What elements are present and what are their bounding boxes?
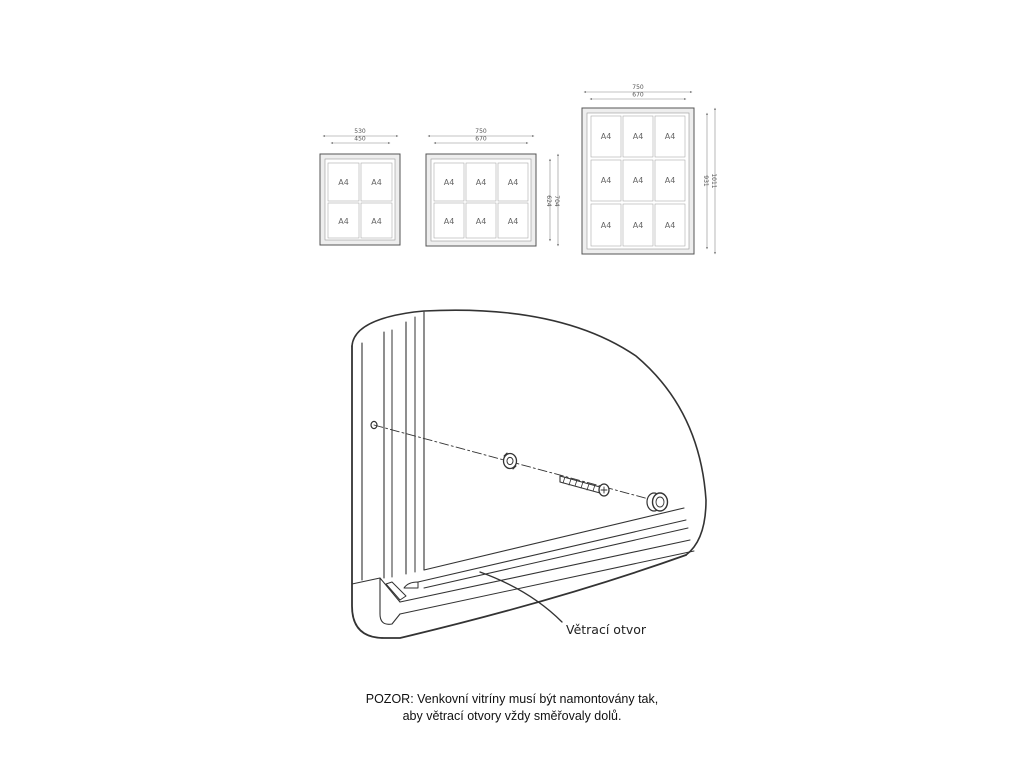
inner-height-label: 931 xyxy=(702,175,709,187)
frame-outline xyxy=(352,346,686,638)
a4-label: A4 xyxy=(507,178,519,187)
showcase-3x2 xyxy=(426,128,560,246)
width-dimension xyxy=(428,128,534,143)
outer-width-label: 750 xyxy=(475,128,487,135)
frame-profile-line xyxy=(424,508,684,570)
screw-icon xyxy=(560,476,609,496)
a4-label: A4 xyxy=(507,217,519,226)
height-dimension xyxy=(545,154,560,246)
warning-note-line-1: POZOR: Venkovní vitríny musí být namontovány tak, xyxy=(365,692,659,706)
a4-label: A4 xyxy=(600,221,612,230)
corner-detail-view xyxy=(352,310,706,638)
a4-label: A4 xyxy=(371,217,382,226)
frame-profile-line xyxy=(400,540,690,602)
outer-height-label: 1011 xyxy=(710,173,717,189)
a4-label: A4 xyxy=(632,176,644,185)
showcase-2x2 xyxy=(320,128,400,245)
mounting-axis-line xyxy=(374,425,660,502)
ventilation-slot xyxy=(404,582,418,588)
a4-label: A4 xyxy=(475,178,487,187)
a4-label: A4 xyxy=(475,217,487,226)
ventilation-callout-label: Větrací otvor xyxy=(566,622,647,637)
a4-label: A4 xyxy=(664,221,676,230)
a4-label: A4 xyxy=(664,176,676,185)
outer-height-label: 704 xyxy=(553,195,560,207)
detail-arc xyxy=(352,310,706,555)
a4-label: A4 xyxy=(443,217,455,226)
outer-width-label: 530 xyxy=(354,128,366,135)
a4-label: A4 xyxy=(443,178,455,187)
a4-label: A4 xyxy=(664,132,676,141)
frame-profile-line xyxy=(418,520,686,582)
a4-label: A4 xyxy=(600,132,612,141)
warning-note xyxy=(262,691,762,725)
a4-label: A4 xyxy=(632,221,644,230)
width-dimension xyxy=(323,128,398,143)
showcase-3x3 xyxy=(582,84,717,254)
a4-label: A4 xyxy=(600,176,612,185)
inner-width-label: 450 xyxy=(354,135,366,143)
width-dimension xyxy=(584,84,692,99)
cap-icon xyxy=(647,493,668,511)
frame-profile-line xyxy=(424,528,688,588)
warning-note-line-2: aby větrací otvory vždy směřovaly dolů. xyxy=(402,709,622,723)
corner-joint xyxy=(352,578,400,602)
height-dimension xyxy=(702,108,717,254)
corner-joint xyxy=(380,578,400,624)
outer-width-label: 750 xyxy=(632,84,644,91)
a4-label: A4 xyxy=(632,132,644,141)
a4-label: A4 xyxy=(338,217,349,226)
a4-label: A4 xyxy=(338,178,349,187)
inner-width-label: 670 xyxy=(475,135,487,143)
inner-width-label: 670 xyxy=(632,91,644,99)
a4-label: A4 xyxy=(371,178,382,187)
inner-height-label: 624 xyxy=(545,195,552,207)
spacer-nut-icon xyxy=(504,453,517,469)
